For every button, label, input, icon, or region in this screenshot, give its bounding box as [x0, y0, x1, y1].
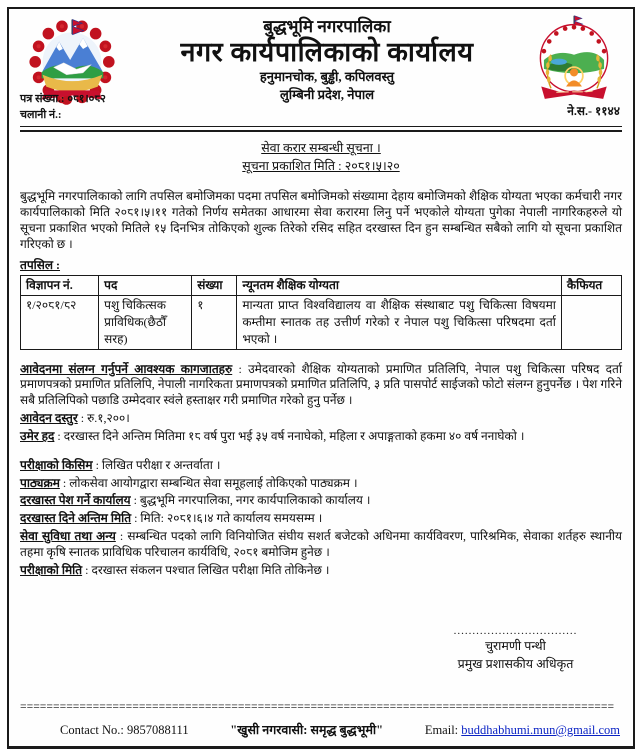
signature-dotted-line: .................................: [453, 624, 578, 637]
section-required-documents: [20, 362, 622, 409]
section-label: परीक्षाको मिति: [20, 562, 83, 577]
section-curriculum: [20, 476, 622, 492]
cell-remarks: [561, 296, 621, 349]
vacancy-table: [20, 275, 622, 349]
section-age-limit: [20, 429, 622, 445]
letterhead: [20, 14, 622, 124]
notice-title-block: [20, 139, 622, 175]
col-header-qualification: न्यूनतम शैक्षिक योग्यता: [237, 276, 562, 296]
signature-block: [413, 625, 618, 675]
section-text: : बुद्धभूमि नगरपालिका, नगर कार्यपालिकाको कार्यालय ।: [130, 493, 371, 508]
notice-body-paragraph: बुद्धभूमि नगरपालिकाको लागि तपसिल बमोजिमका पदमा तपसिल बमोजिमको संख्यामा देहाय बमोजिमको शैक्षिक योग्यता भएका कर्मचारी नगर कार्यपालिकाको मिति २०८१।५।११ गतेको निर्णय समेतका आधारमा सेवा करारमा लिनु पर्ने भएकोले योग्यता पुगेका नेपाली नागरिकहरुले यो सूचना प्रकाशित भएको मितिले १५ दिनभित्र तोकिएको शुल्क तिरेको रसिद सहित दरखास्त दिन हुन सम्बन्धित सबैको लागि यो सूचना प्रकाशित गरिएको छ ।: [20, 189, 622, 251]
col-header-ad-no: विज्ञापन नं.: [21, 276, 99, 296]
contact-number: Contact No.: 9857088111: [60, 723, 189, 737]
letterhead-center: [144, 14, 510, 103]
cell-qualification: मान्यता प्राप्त विश्वविद्यालय वा शैक्षिक संस्थाबाट पशु चिकित्सा विषयमा कम्तीमा स्नातक तह उत्तीर्ण गरेको र नेपाल पशु चिकित्सा परिषदमा दर्ता भएको ।: [237, 296, 562, 349]
cell-post: पशु चिकित्सक प्राविधिक(छैठौँ सरह): [99, 296, 192, 349]
municipality-emblem-icon: [526, 14, 622, 106]
ref-number: ने.स.- ११४४: [567, 104, 620, 118]
office-name: नगर कार्यपालिकाको कार्यालय: [180, 37, 474, 68]
section-label: सेवा सुविधा तथा अन्य: [20, 529, 116, 544]
page-footer: [20, 703, 622, 740]
col-header-remarks: कैफियत: [561, 276, 621, 296]
section-label: दरखास्त दिने अन्तिम मिति: [20, 511, 132, 526]
dispatch-number: चलानी नं.:: [20, 108, 62, 121]
table-row: [21, 296, 622, 349]
section-text: : लिखित परीक्षा र अन्तर्वाता ।: [92, 457, 221, 472]
address-line-1: हनुमानचोक, बुड्ढी, कपिलवस्तु: [259, 69, 395, 85]
cell-ad-no: १/२०८१/८२: [21, 296, 99, 349]
letter-meta: [20, 92, 144, 124]
letter-number: पत्र संख्या.: ०८१।०८२: [20, 93, 106, 105]
email-label: Email:: [424, 723, 459, 737]
section-text: : दरखास्त संकलन पश्चात लिखित परीक्षा मिति तोकिनेछ ।: [82, 562, 330, 577]
section-label: पाठ्यक्रम: [20, 475, 60, 490]
col-header-count: संख्या: [192, 276, 237, 296]
document-page: [7, 7, 635, 749]
section-service-benefits: [20, 529, 622, 561]
section-deadline: [20, 511, 622, 527]
section-label: दरखास्त पेश गर्ने कार्यालय: [20, 493, 131, 508]
letterhead-left: [20, 14, 144, 124]
footer-email: [425, 723, 620, 738]
section-text: : रु.१,२००।: [77, 411, 130, 426]
section-text: : उमेदवारको शैक्षिक योग्यताको प्रमाणित प्रतिलिपि, नेपाल पशु चिकित्सा परिषद दर्ता प्रमाणपत्रको प्रमाणित प्रतिलिपि, नेपाली नागरिकता प्रमाणपत्रको प्रमाणित प्रतिलिपि, ३ प्रति पासपोर्ट साईजको फोटो संलग्न हुनुपर्नेछ । पेश गरिने सबै प्रतिलिपिको पछाडि उम्मेदवार स्वंले हस्ताक्षर गरी प्रमाणित गरेको हुनु पर्नेछ ।: [20, 361, 622, 408]
vacancy-table-header-row: [21, 276, 622, 296]
municipality-name: बुद्धभूमि नगरपालिका: [263, 17, 391, 36]
footer-contact-row: [20, 721, 622, 740]
header-divider-rule: [20, 126, 622, 132]
section-exam-type: [20, 458, 622, 474]
tapasil-label: तपसिल :: [20, 258, 61, 273]
cell-count: १: [192, 296, 237, 349]
signatory-name: चुरामणी पन्थी: [485, 638, 546, 653]
notice-title: सेवा करार सम्बन्धी सूचना ।: [261, 140, 381, 155]
section-text: : सम्बन्धित पदको लागि विनियोजित संघीय सशर्त बजेटको अधिनमा कार्यविवरण, पारिश्रमिक, सेवाका शर्तहरु स्थानीय तहमा कृषि स्नातक प्राविधिक परिचालन कार्यविधि, २०८१ बमोजिम हुनेछ ।: [20, 529, 622, 559]
footer-divider: ==========================================================================================: [20, 703, 615, 714]
section-label: आवेदनमा संलग्न गर्नुपर्ने आवश्यक कागजातहरु: [20, 361, 233, 376]
address-line-2: लुम्बिनी प्रदेश, नेपाल: [279, 86, 375, 102]
section-text: : दरखास्त दिने अन्तिम मितिमा १८ वर्ष पुरा भई ३५ वर्ष ननाघेको, महिला र अपाङ्गताको हकमा ४० वर्ष ननाघेको ।: [54, 428, 525, 443]
section-exam-date: [20, 563, 622, 579]
email-link[interactable]: buddhabhumi.mun@gmail.com: [461, 723, 620, 737]
notice-detail-sections: [20, 362, 622, 579]
section-label: उमेर हद: [20, 428, 55, 443]
section-submission-office: [20, 493, 622, 509]
signatory-title: प्रमुख प्रशासकीय अधिकृत: [457, 657, 574, 672]
section-application-fee: [20, 411, 622, 427]
col-header-post: पद: [99, 276, 192, 296]
section-label: परीक्षाको किसिम: [20, 457, 93, 472]
letterhead-right: [510, 14, 622, 119]
section-label: आवेदन दस्तुर: [20, 411, 78, 426]
section-text: : लोकसेवा आयोगद्वारा सम्बन्धित सेवा समूहलाई तोकिएको पाठ्यक्रम ।: [59, 475, 358, 490]
section-text: : मिति: २०८१।६।४ गते कार्यालय समयसम्म ।: [131, 511, 323, 526]
footer-slogan: "खुसी नगरवासी: समृद्ध बुद्धभूमी": [230, 723, 384, 737]
notice-published-date: सूचना प्रकाशित मिति : २०८१।५।२०: [242, 159, 400, 173]
